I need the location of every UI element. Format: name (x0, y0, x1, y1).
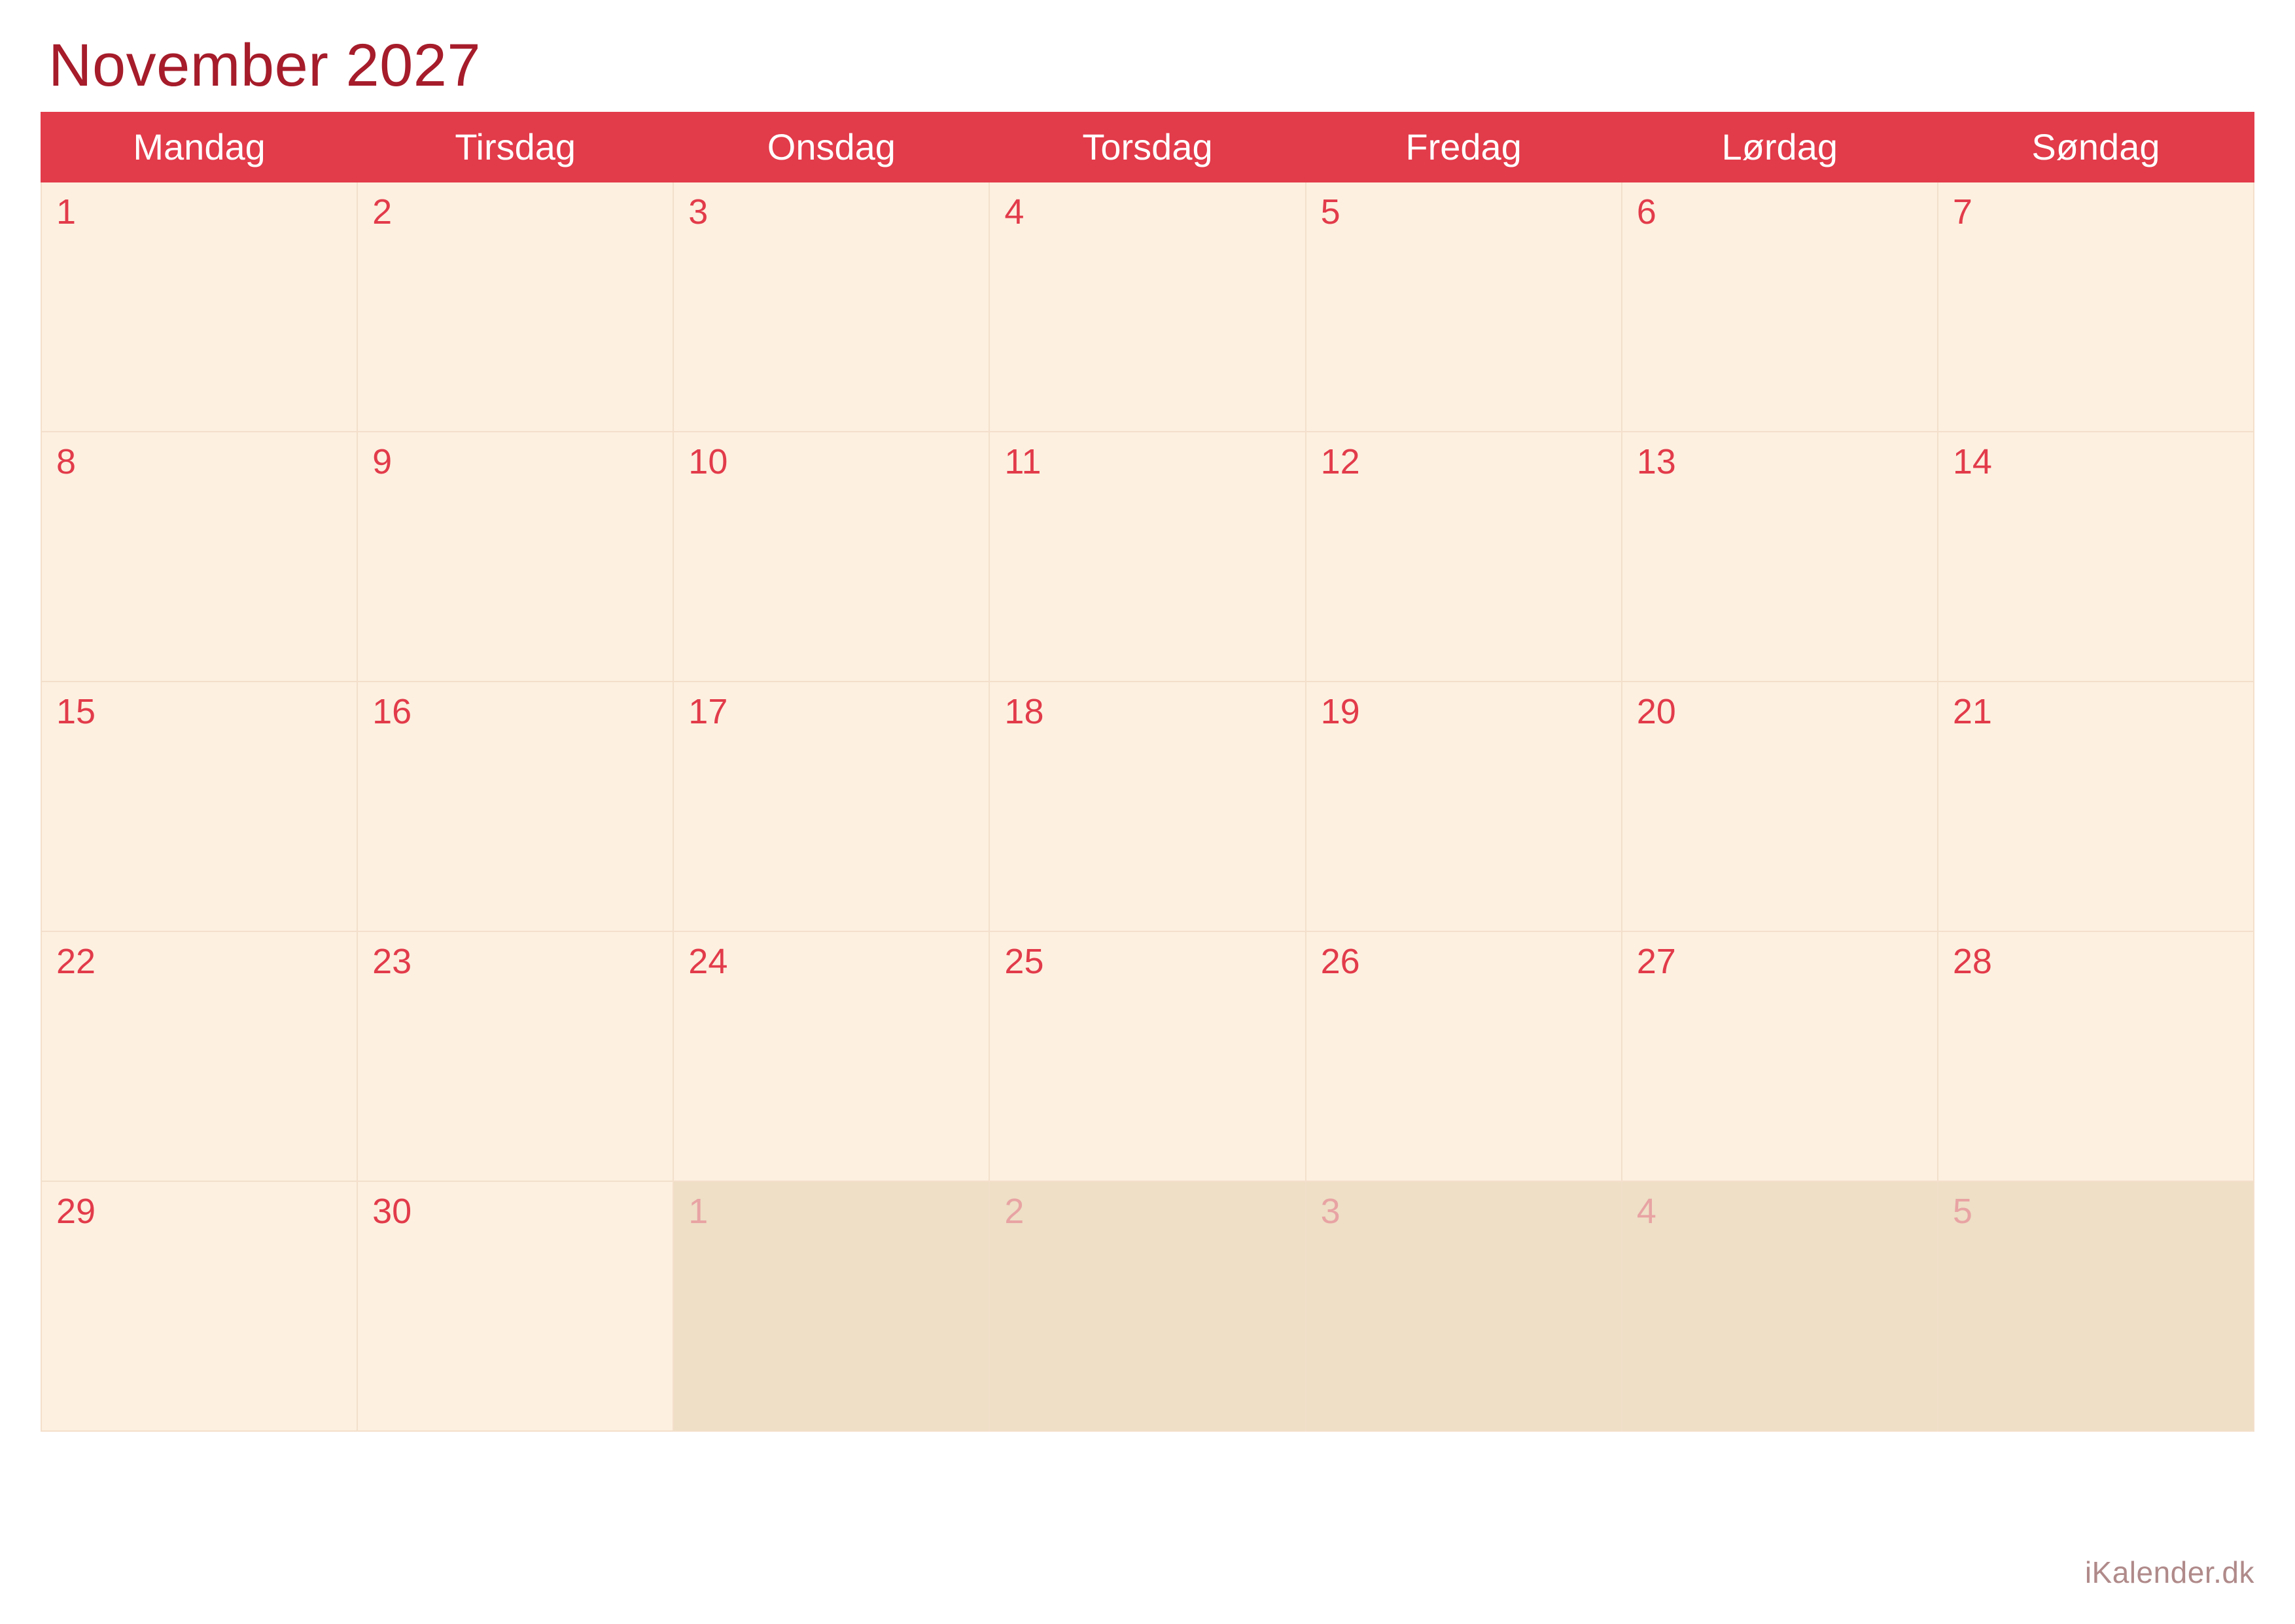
weekday-header-torsdag: Torsdag (989, 112, 1305, 182)
day-cell[interactable] (1306, 931, 1622, 1181)
day-cell[interactable] (41, 1181, 357, 1431)
day-cell[interactable] (357, 432, 673, 682)
day-cell[interactable] (1622, 182, 1938, 432)
calendar-week-row (41, 1181, 2254, 1431)
day-number: 30 (372, 1191, 412, 1231)
day-cell[interactable] (1306, 182, 1622, 432)
day-number: 4 (1636, 1191, 1656, 1231)
day-number: 20 (1636, 691, 1676, 731)
page-title: November 2027 (48, 32, 482, 99)
day-cell[interactable] (673, 682, 989, 931)
footer (41, 1555, 2254, 1590)
day-number: 25 (1004, 941, 1044, 981)
day-number: 5 (1320, 192, 1340, 232)
day-cell[interactable] (41, 682, 357, 931)
day-cell[interactable] (1938, 432, 2254, 682)
calendar-week-row (41, 182, 2254, 432)
day-cell[interactable] (1938, 931, 2254, 1181)
day-cell-other-month[interactable] (673, 1181, 989, 1431)
day-number: 17 (688, 691, 728, 731)
day-number: 13 (1636, 441, 1676, 481)
day-number: 22 (56, 941, 96, 981)
day-cell-other-month[interactable] (1622, 1181, 1938, 1431)
day-cell[interactable] (1622, 432, 1938, 682)
day-number: 4 (1004, 192, 1025, 232)
day-cell[interactable] (1938, 682, 2254, 931)
day-number: 1 (56, 192, 77, 232)
day-number: 14 (1952, 441, 1992, 481)
day-cell[interactable] (41, 182, 357, 432)
day-number: 8 (56, 441, 77, 481)
weekday-header-mandag: Mandag (41, 112, 357, 182)
day-cell[interactable] (989, 682, 1305, 931)
day-number: 19 (1320, 691, 1360, 731)
calendar-header-row (41, 112, 2254, 182)
day-cell[interactable] (989, 931, 1305, 1181)
day-cell[interactable] (41, 432, 357, 682)
day-number: 18 (1004, 691, 1044, 731)
day-number: 24 (688, 941, 728, 981)
day-cell[interactable] (1306, 432, 1622, 682)
day-cell[interactable] (673, 182, 989, 432)
day-number: 27 (1636, 941, 1676, 981)
day-number: 29 (56, 1191, 96, 1231)
day-cell[interactable] (357, 682, 673, 931)
day-cell[interactable] (357, 931, 673, 1181)
day-cell[interactable] (1622, 682, 1938, 931)
calendar-table (41, 112, 2254, 1432)
day-number: 7 (1952, 192, 1972, 232)
day-cell[interactable] (673, 931, 989, 1181)
day-cell[interactable] (1938, 182, 2254, 432)
calendar-body (41, 182, 2254, 1431)
weekday-header-lordag: Lørdag (1622, 112, 1938, 182)
day-cell[interactable] (357, 182, 673, 432)
day-cell[interactable] (989, 182, 1305, 432)
day-number: 6 (1636, 192, 1656, 232)
calendar-week-row (41, 682, 2254, 931)
day-number: 1 (688, 1191, 709, 1231)
calendar-week-row (41, 432, 2254, 682)
day-number: 12 (1320, 441, 1360, 481)
calendar-week-row (41, 931, 2254, 1181)
day-cell[interactable] (357, 1181, 673, 1431)
weekday-header-tirsdag: Tirsdag (357, 112, 673, 182)
day-number: 5 (1952, 1191, 1972, 1231)
day-number: 15 (56, 691, 96, 731)
day-number: 3 (1320, 1191, 1340, 1231)
day-cell-other-month[interactable] (989, 1181, 1305, 1431)
day-number: 3 (688, 192, 709, 232)
weekday-header-sondag: Søndag (1938, 112, 2254, 182)
day-number: 9 (372, 441, 393, 481)
day-number: 2 (1004, 1191, 1025, 1231)
day-cell[interactable] (1306, 682, 1622, 931)
day-cell[interactable] (41, 931, 357, 1181)
day-number: 11 (1004, 441, 1042, 481)
day-number: 16 (372, 691, 412, 731)
day-cell[interactable] (989, 432, 1305, 682)
weekday-header-onsdag: Onsdag (673, 112, 989, 182)
day-number: 10 (688, 441, 728, 481)
brand-label: iKalender.dk (2084, 1555, 2254, 1589)
day-cell-other-month[interactable] (1938, 1181, 2254, 1431)
day-number: 28 (1952, 941, 1992, 981)
day-cell-other-month[interactable] (1306, 1181, 1622, 1431)
day-number: 26 (1320, 941, 1360, 981)
day-number: 21 (1952, 691, 1992, 731)
weekday-header-fredag: Fredag (1306, 112, 1622, 182)
day-cell[interactable] (673, 432, 989, 682)
day-number: 2 (372, 192, 393, 232)
day-number: 23 (372, 941, 412, 981)
day-cell[interactable] (1622, 931, 1938, 1181)
